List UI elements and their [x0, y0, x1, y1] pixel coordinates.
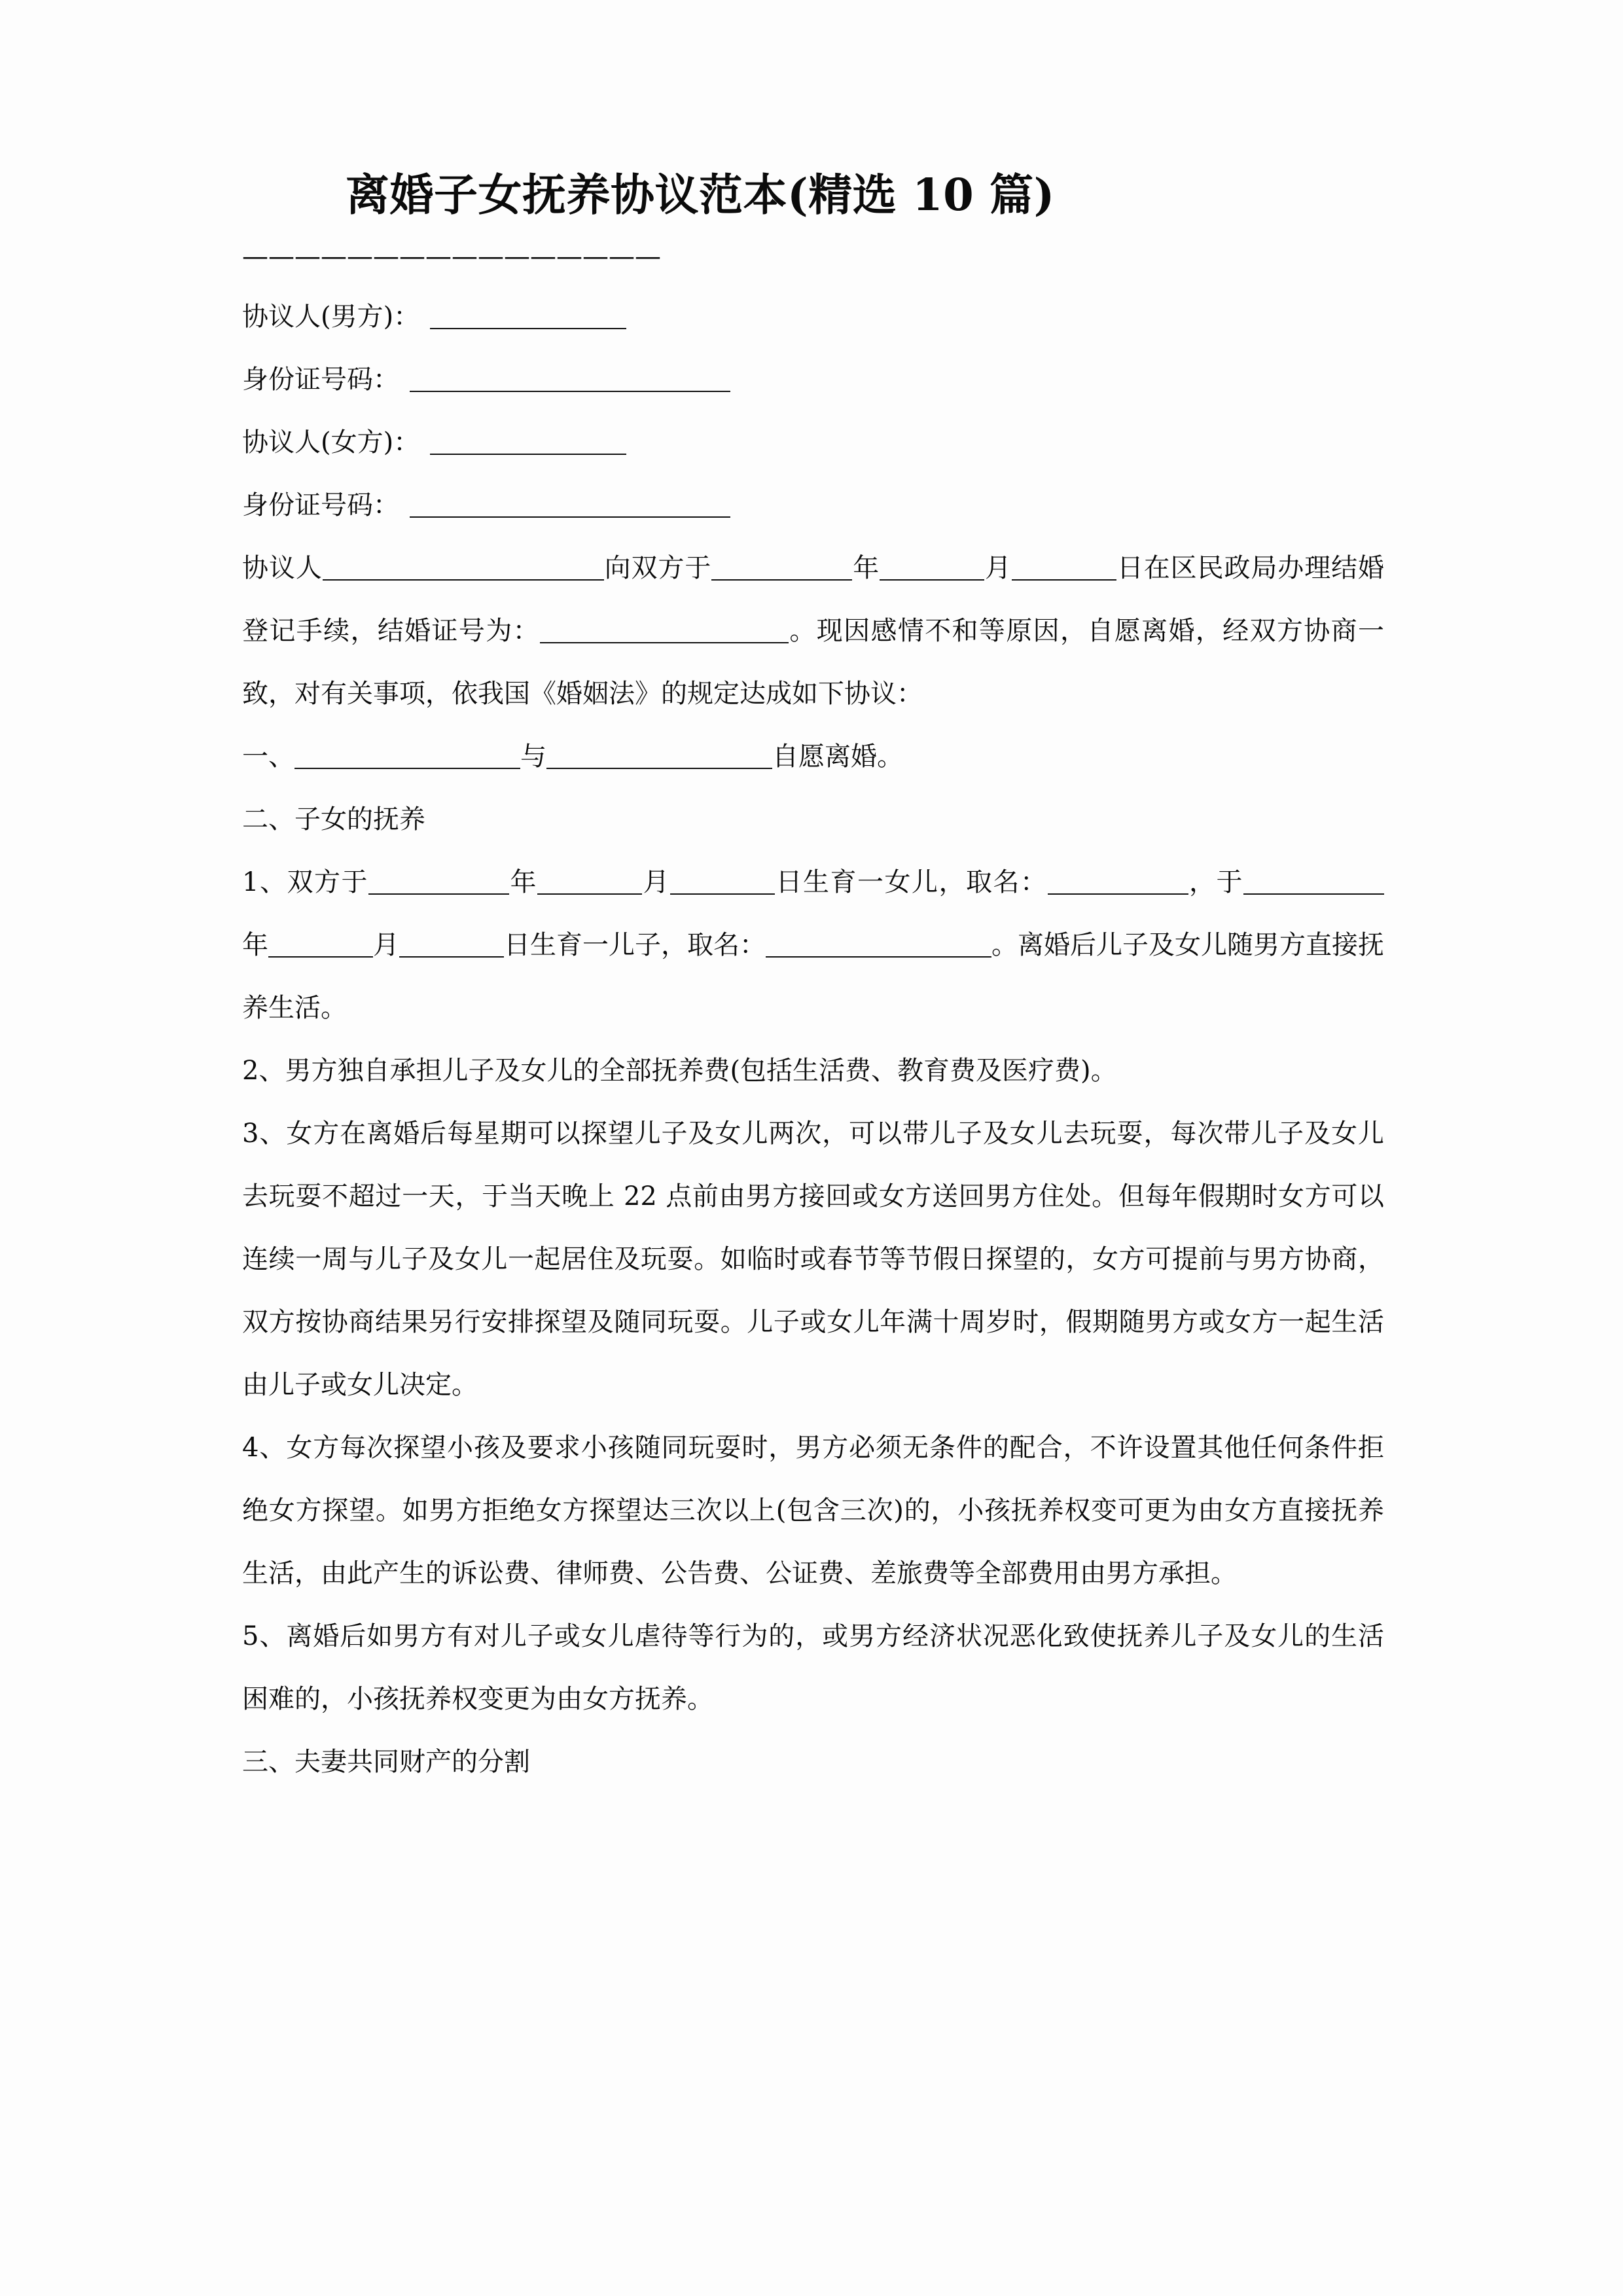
article-two-item-4	[242, 1416, 1384, 1605]
article-one-number: 一、	[242, 742, 294, 772]
party-label-female-id: 身份证号码：	[242, 490, 399, 521]
item-1-seg-7: 月	[373, 930, 399, 961]
preamble-seg-1: 协议人	[242, 553, 323, 584]
preamble-blank-day[interactable]	[1012, 557, 1116, 581]
item-1-number: 1、	[242, 867, 287, 898]
item-1-seg-6: 年	[242, 930, 268, 961]
party-blank-male-id[interactable]	[410, 368, 730, 392]
article-one-tail: 自愿离婚。	[772, 742, 903, 772]
article-one-blank-party-a[interactable]	[294, 745, 520, 769]
item-5-text: 离婚后如男方有对儿子或女儿虐待等行为的，或男方经济状况恶化致使抚养儿子及女儿的生活困难的，小孩抚养权变更为由女方抚养。	[242, 1621, 1385, 1715]
party-field-female-id	[242, 474, 1384, 537]
item-1-seg-4: 日生育一女儿，取名：	[775, 867, 1048, 898]
item-1-seg-5: ，于	[1188, 867, 1244, 898]
party-field-male-id	[242, 348, 1384, 411]
article-one-mid: 与	[520, 742, 546, 772]
item-3-number: 3、	[242, 1119, 287, 1149]
item-1-blank-day-son[interactable]	[399, 934, 504, 958]
preamble-seg-6: 。现因感情不和等原因，自愿离婚，经双方协商一致，对有关事项，依我国《婚姻法》的规定达成如下协议：	[242, 616, 1384, 709]
item-1-seg-9: 。离婚后儿子及女儿随男方直接抚养生活。	[242, 930, 1384, 1024]
item-1-blank-year-son[interactable]	[1243, 871, 1384, 895]
party-blank-female-id[interactable]	[410, 494, 730, 518]
document-content	[242, 0, 1384, 1793]
party-field-female-name	[242, 411, 1384, 474]
article-two-item-5	[242, 1605, 1384, 1731]
preamble-seg-4: 月	[984, 553, 1012, 584]
party-label-male-id: 身份证号码：	[242, 365, 399, 395]
article-one-blank-party-b[interactable]	[546, 745, 772, 769]
item-4-number: 4、	[242, 1433, 287, 1463]
item-1-blank-daughter-name[interactable]	[1048, 871, 1188, 895]
item-1-blank-month-daughter[interactable]	[537, 871, 642, 895]
preamble-seg-2: 向双方于	[603, 553, 712, 584]
item-1-seg-2: 年	[508, 867, 537, 898]
article-two-item-1	[242, 851, 1384, 1039]
article-two-item-2	[242, 1039, 1384, 1102]
article-three-heading: 三、夫妻共同财产的分割	[242, 1747, 530, 1778]
item-1-blank-month-son[interactable]	[268, 934, 373, 958]
party-blank-male-name[interactable]	[430, 306, 626, 329]
item-1-blank-day-daughter[interactable]	[670, 871, 775, 895]
item-1-blank-son-name[interactable]	[766, 934, 991, 958]
preamble-blank-cert-no[interactable]	[540, 620, 789, 643]
document-body	[242, 275, 1384, 1793]
article-two-heading: 二、子女的抚养	[242, 804, 425, 835]
preamble-seg-5: 日在区民政局办理结婚登记手续，结婚证号为：	[242, 553, 1385, 647]
party-label-male-name: 协议人(男方)：	[242, 302, 420, 332]
article-one-paragraph	[242, 725, 1384, 788]
party-blank-female-name[interactable]	[430, 431, 626, 455]
preamble-blank-name[interactable]	[323, 557, 604, 581]
title-separator-rule: ————————————————	[242, 242, 661, 272]
item-3-text: 女方在离婚后每星期可以探望儿子及女儿两次，可以带儿子及女儿去玩耍，每次带儿子及女儿去玩耍不超过一天，于当天晚上 22 点前由男方接回或女方送回男方住处。但每年假期时女方可以连续一周与儿子及女儿一起居住及玩耍。如临时或春节等节假日探望的，女方可提前与男方协商，双方按协商结果另行安排探望及随同玩耍。儿子或女儿年满十周岁时，假期随男方或女方一起生活由儿子或女儿决定。	[242, 1119, 1385, 1401]
item-1-seg-3: 月	[642, 867, 671, 898]
preamble-blank-year[interactable]	[711, 557, 852, 581]
item-2-number: 2、	[242, 1056, 285, 1086]
item-1-blank-year-daughter[interactable]	[368, 871, 509, 895]
item-4-text: 女方每次探望小孩及要求小孩随同玩耍时，男方必须无条件的配合，不许设置其他任何条件拒绝女方探望。如男方拒绝女方探望达三次以上(包含三次)的，小孩抚养权变可更为由女方直接抚养生活，由此产生的诉讼费、律师费、公告费、公证费、差旅费等全部费用由男方承担。	[242, 1433, 1385, 1589]
preamble-seg-3: 年	[852, 553, 880, 584]
article-two-item-3	[242, 1102, 1384, 1416]
party-field-male-name	[242, 285, 1384, 348]
page-title: 离婚子女抚养协议范本(精选 10 篇)	[346, 169, 1055, 221]
item-2-text: 男方独自承担儿子及女儿的全部抚养费(包括生活费、教育费及医疗费)。	[285, 1056, 1117, 1086]
item-1-seg-1: 双方于	[287, 867, 368, 898]
item-5-number: 5、	[242, 1621, 287, 1652]
item-1-seg-8: 日生育一儿子，取名：	[504, 930, 766, 961]
party-label-female-name: 协议人(女方)：	[242, 427, 420, 458]
preamble-paragraph	[242, 537, 1384, 725]
preamble-blank-month[interactable]	[880, 557, 984, 581]
